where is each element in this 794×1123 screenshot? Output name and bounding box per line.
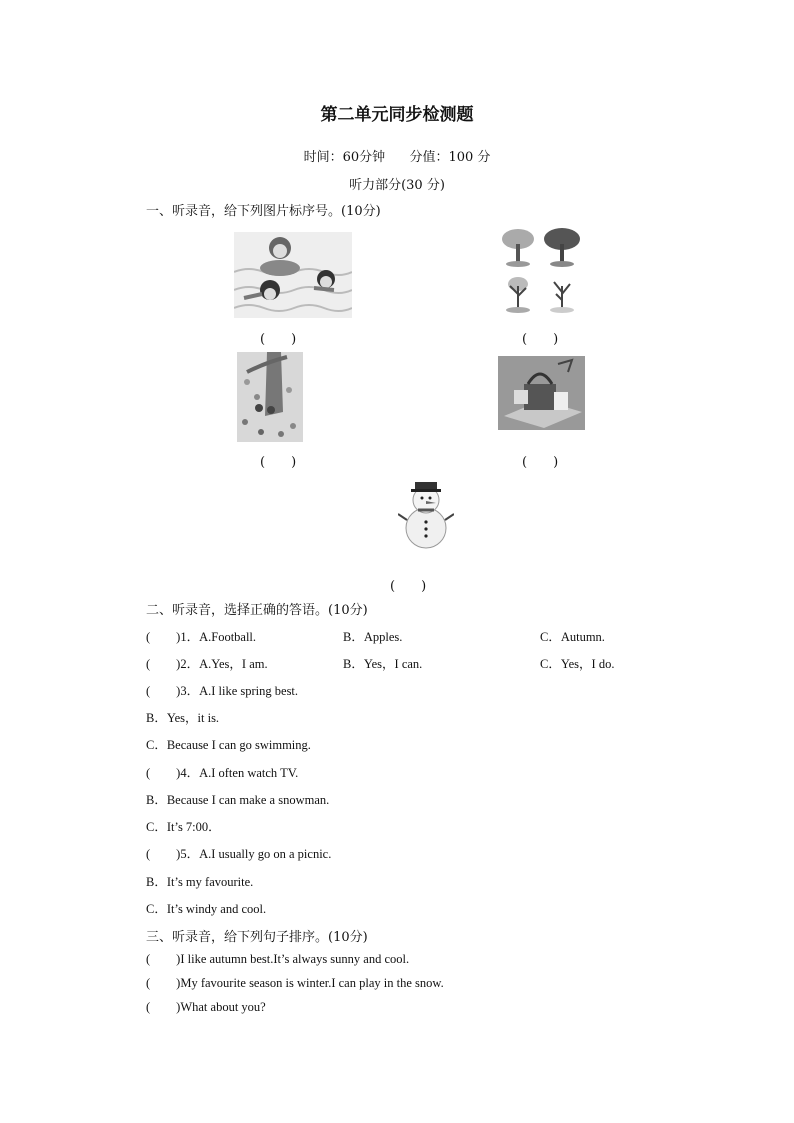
q5-option-b: B．It’s my favourite. [146,875,254,889]
q3-stem: ( )3．A.I like spring best. [146,684,299,698]
autumn-tree-icon [237,352,303,442]
section2-heading: 二、听录音，选择正确的答语。(10分) [146,603,368,618]
q1-stem: ( )1．A.Football. [146,630,257,644]
picture1-paren: ( ) [260,332,297,347]
picture2-paren: ( ) [522,332,559,347]
q2-stem: ( )2．A.Yes，I am. [146,657,268,671]
q3-option-b: B．Yes，it is. [146,711,220,725]
four-seasons-trees-icon [496,226,586,316]
q5-option-c: C．It’s windy and cool. [146,902,267,916]
q4-option-b: B．Because I can make a snowman. [146,793,330,807]
picture3-paren: ( ) [260,455,297,470]
score-label: 分值：100 分 [409,150,491,165]
ordering-item: ( )My favourite season is winter.I can play in the snow. [146,976,444,990]
picture4-paren: ( ) [522,455,559,470]
listening-header: 听力部分(30 分) [349,178,445,193]
q5-stem: ( )5．A.I usually go on a picnic. [146,847,332,861]
q2-option-c: C．Yes，I do. [540,657,615,671]
exam-meta [0,146,794,165]
picture5-paren: ( ) [390,579,427,594]
q1-option-c: C．Autumn. [540,630,605,644]
q1-option-b: B．Apples. [343,630,403,644]
q4-stem: ( )4．A.I often watch TV. [146,766,299,780]
ordering-item: ( )What about you? [146,1000,266,1014]
page-title: 第二单元同步检测题 [320,105,474,125]
snowman-icon [398,478,454,550]
section3-heading: 三、听录音，给下列句子排序。(10分) [146,930,368,945]
q4-option-c: C．It’s 7:00． [146,820,221,834]
section1-heading: 一、听录音，给下列图片标序号。(10分) [146,204,381,219]
ordering-item: ( )I like autumn best.It’s always sunny and cool. [146,952,410,966]
swimming-children-icon [234,232,352,318]
q2-option-b: B．Yes，I can. [343,657,423,671]
q3-option-c: C．Because I can go swimming. [146,738,311,752]
time-label: 时间：60分钟 [303,150,386,165]
picnic-basket-icon [498,356,585,430]
